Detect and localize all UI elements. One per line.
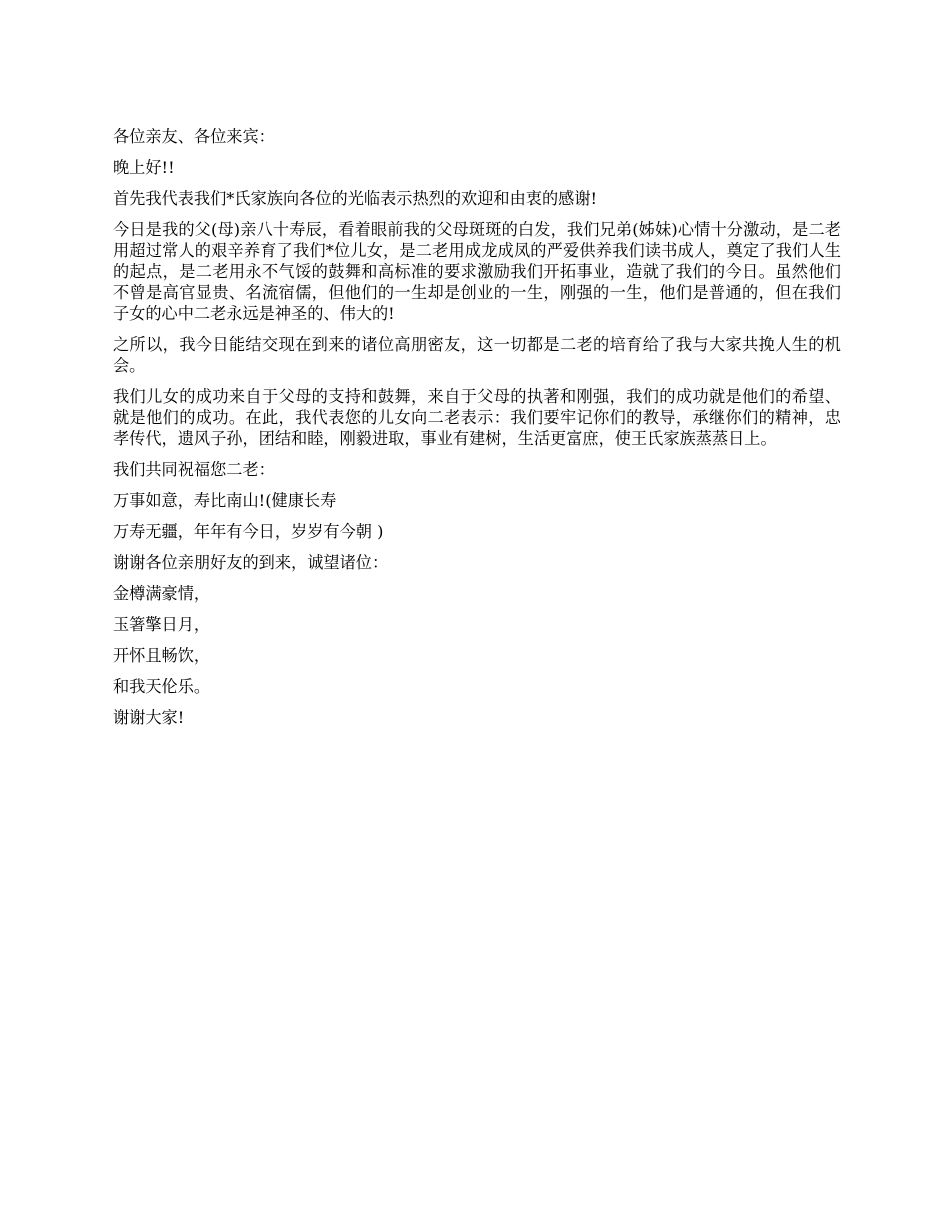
verse-line-1: 金樽满豪情，: [113, 584, 211, 603]
welcome-paragraph: 首先我代表我们*氏家族向各位的光临表示热烈的欢迎和由衷的感谢!: [113, 189, 598, 208]
greeting-line: 各位亲友、各位来宾：: [113, 127, 275, 146]
verse-line-2: 玉箸擎日月，: [113, 615, 211, 634]
blessing-intro: 我们共同祝福您二老：: [113, 460, 275, 479]
blessing-line-2: 万寿无疆，年年有今日，岁岁有今朝 ): [113, 522, 384, 541]
birthday-paragraph: 今日是我的父(母)亲八十寿辰，看着眼前我的父母斑斑的白发，我们兄弟(姊妹)心情十分激动，是二老用超过常人的艰辛养育了我们*位儿女，是二老用成龙成凤的严爱供养我们读书成人，奠定了我们人生的起点，是二老用永不气馁的鼓舞和高标准的要求激励我们开拓事业，造就了我们的今日。虽然他们不曾是高官显贵、名流宿儒，但他们的一生却是创业的一生，刚强的一生，他们是普通的，但在我们子女的心中二老永远是神圣的、伟大的!: [113, 220, 841, 323]
friendship-paragraph: 之所以，我今日能结交现在到来的诸位高朋密友，这一切都是二老的培育给了我与大家共挽人生的机会。: [113, 335, 841, 375]
document-body: [113, 126, 841, 738]
thanks-intro: 谢谢各位亲朋好友的到来，诚望诸位：: [113, 553, 389, 572]
success-paragraph: 我们儿女的成功来自于父母的支持和鼓舞，来自于父母的执著和刚强，我们的成功就是他们的希望、就是他们的成功。在此，我代表您的儿女向二老表示：我们要牢记你们的教导，承继你们的精神，忠孝传代，遗风子孙，团结和睦，刚毅进取，事业有建树，生活更富庶，使王氏家族蒸蒸日上。: [113, 387, 841, 448]
verse-line-3: 开怀且畅饮，: [113, 646, 211, 665]
closing-thanks: 谢谢大家!: [113, 708, 185, 727]
verse-line-4: 和我天伦乐。: [113, 677, 211, 696]
blessing-line-1: 万事如意，寿比南山!(健康长寿: [113, 491, 337, 510]
evening-greeting: 晚上好!!: [113, 158, 175, 177]
